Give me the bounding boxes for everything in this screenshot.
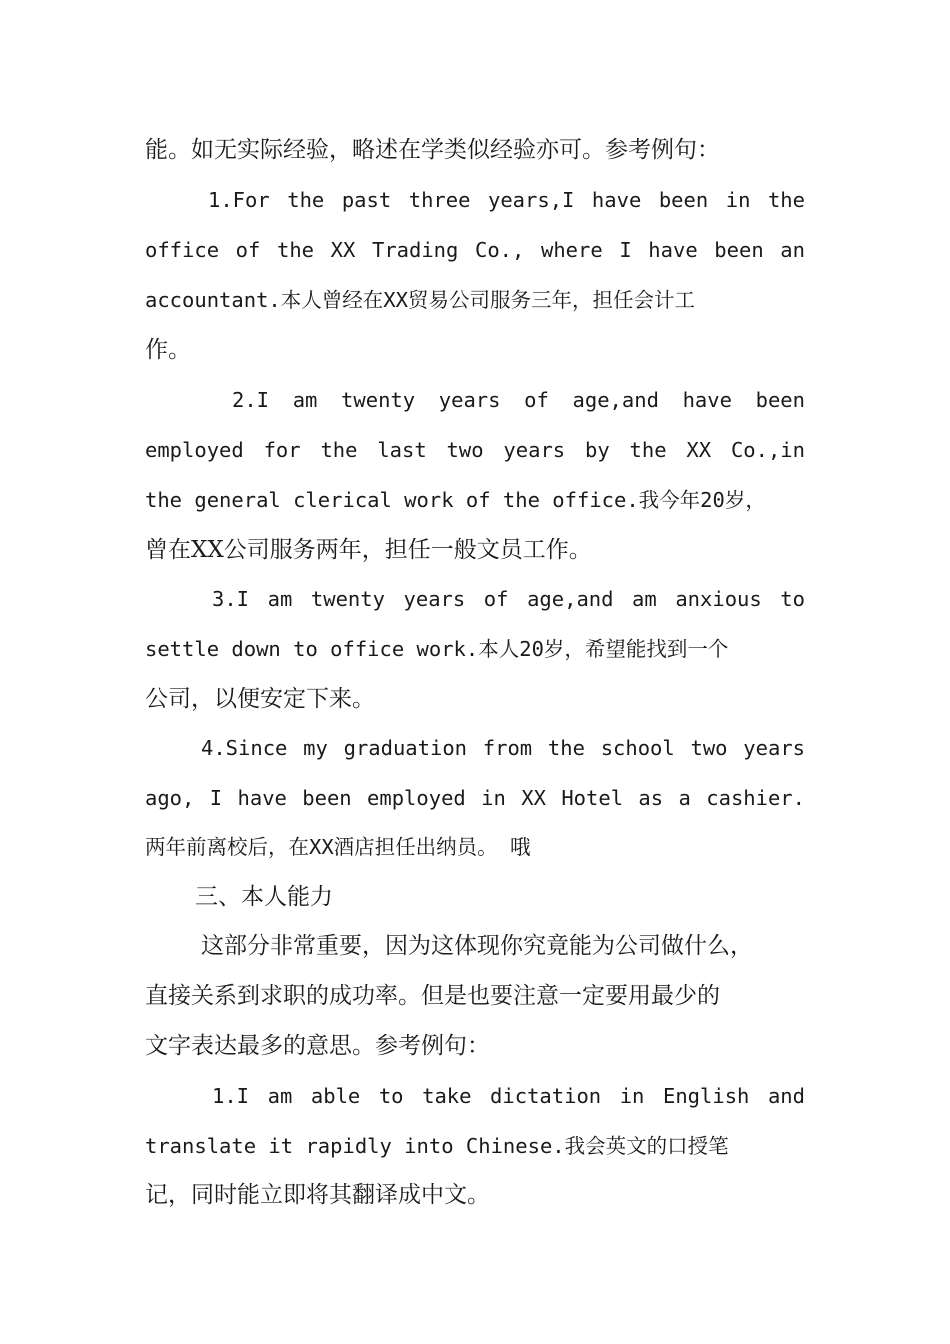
text-line: the general clerical work of the office.我今年20岁， (145, 488, 766, 512)
text-line: 1.For the past three years,I have been in the (208, 188, 805, 212)
text-line: 记，同时能立即将其翻译成中文。 (145, 1182, 490, 1208)
section-heading: 三、本人能力 (195, 884, 333, 910)
text-line: 公司，以便安定下来。 (145, 686, 375, 712)
text-line: accountant.本人曾经在XX贸易公司服务三年，担任会计工 (145, 288, 695, 312)
text-line: 1.I am able to take dictation in English and (212, 1084, 805, 1108)
text-line: 能。如无实际经验，略述在学类似经验亦可。参考例句： (145, 137, 720, 163)
text-line: office of the XX Trading Co., where I have been an (145, 238, 805, 262)
text-line: 作。 (145, 337, 191, 363)
text-line: 这部分非常重要，因为这体现你究竟能为公司做什么， (201, 933, 753, 959)
text-line: translate it rapidly into Chinese.我会英文的口授笔 (145, 1134, 729, 1158)
text-line: 直接关系到求职的成功率。但是也要注意一定要用最少的 (145, 983, 720, 1009)
text-line: settle down to office work.本人20岁，希望能找到一个 (145, 637, 729, 661)
text-line: 3.I am twenty years of age,and am anxious to (212, 587, 805, 611)
text-line: 曾在XX公司服务两年，担任一般文员工作。 (145, 537, 592, 563)
text-line: 2.I am twenty years of age,and have been (232, 388, 805, 412)
text-line: employed for the last two years by the XX Co.,in (145, 438, 805, 462)
text-line: ago, I have been employed in XX Hotel as a cashier. (145, 786, 805, 810)
text-line: 两年前离校后，在XX酒店担任出纳员。 哦 (145, 835, 531, 859)
text-line: 4.Since my graduation from the school two years (201, 736, 805, 760)
text-line: 文字表达最多的意思。参考例句： (145, 1033, 490, 1059)
